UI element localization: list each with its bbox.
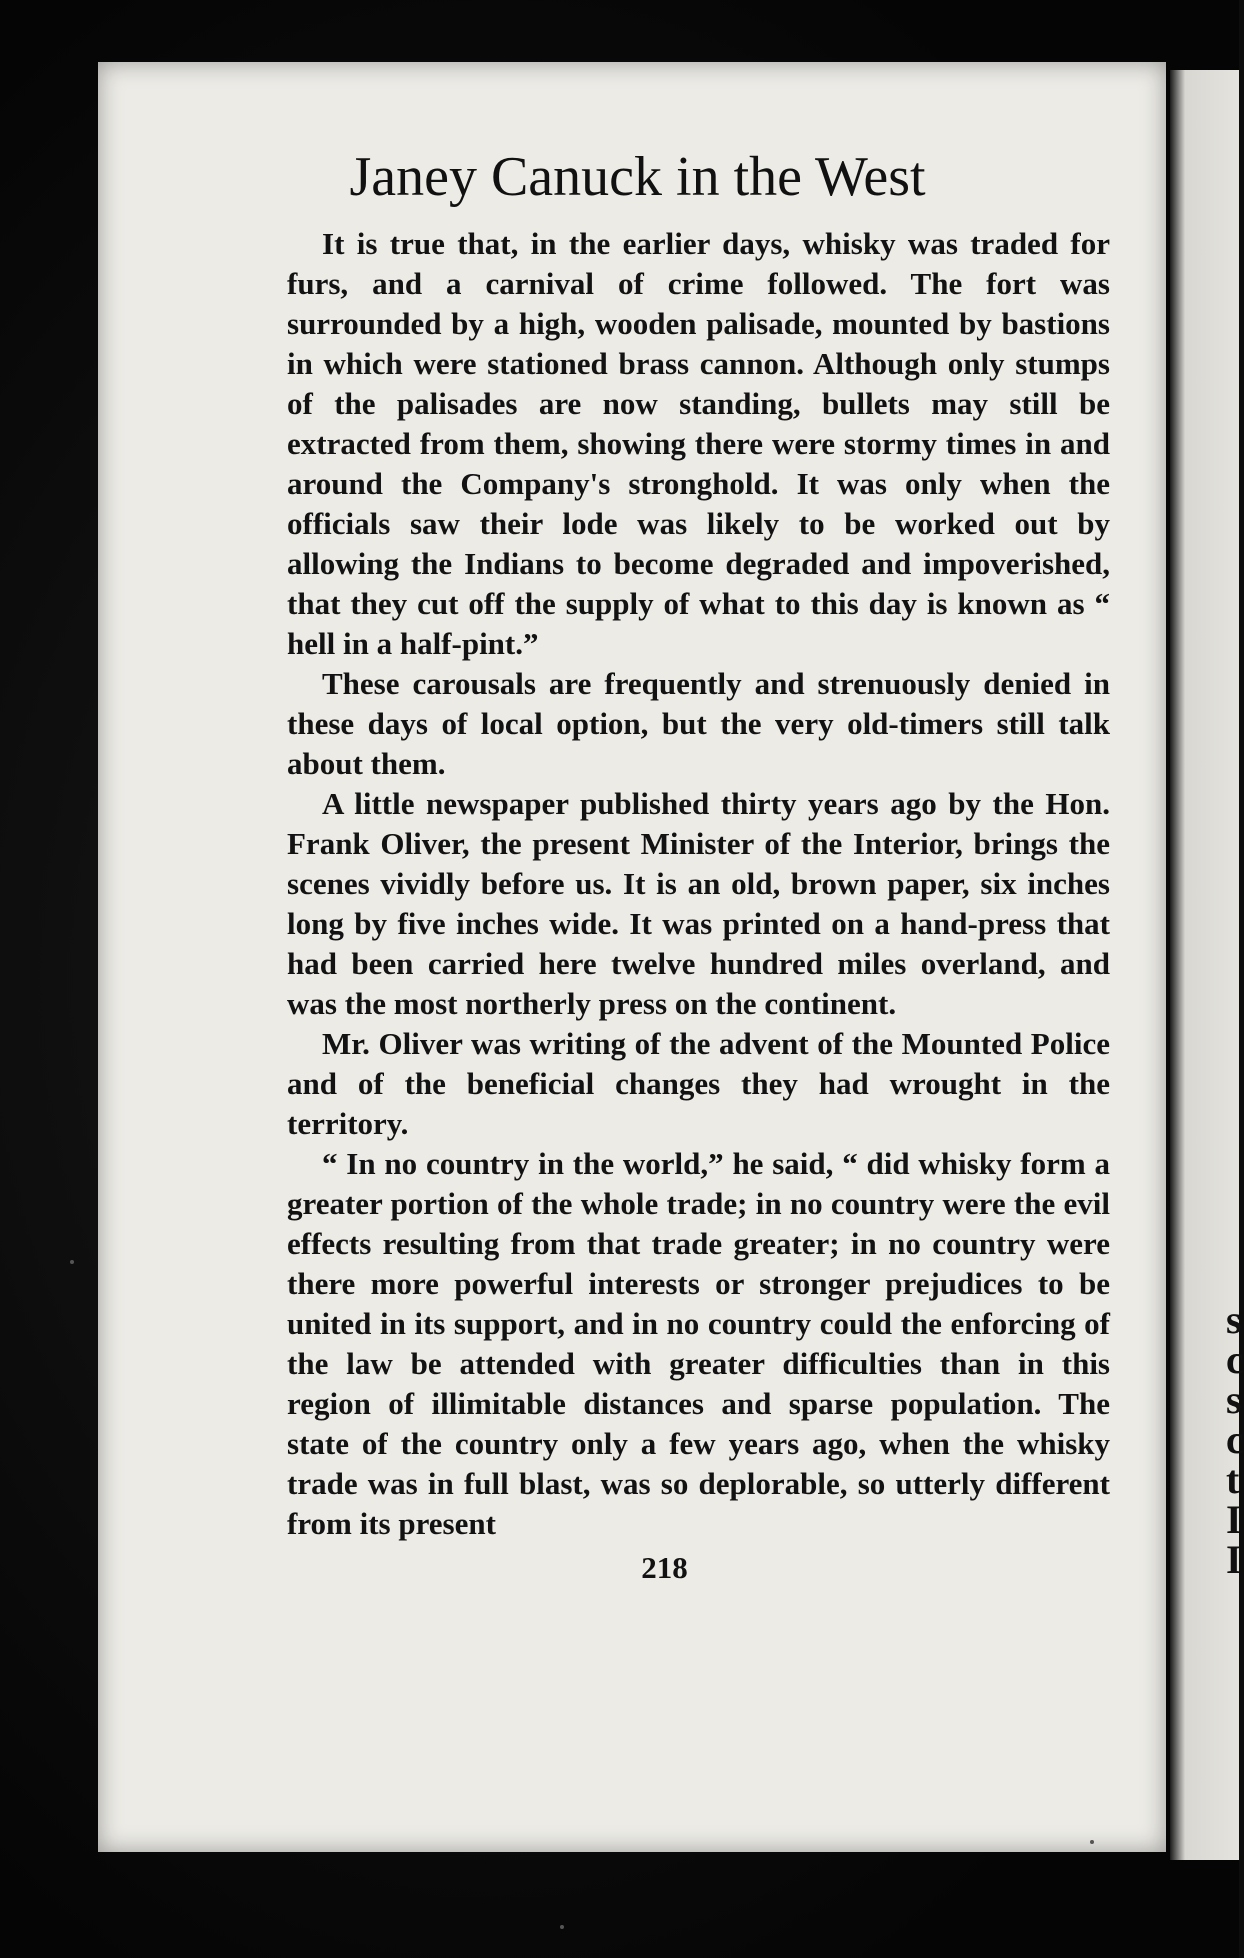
scan-speck — [70, 1260, 74, 1264]
page-number: 218 — [641, 1550, 688, 1585]
running-head: Janey Canuck in the West — [349, 146, 926, 208]
paragraph-5: “ In no country in the world,” he said, “ did whisky form a greater portion of the whole trade; in no country were the evil effects resulting from that trade greater; in no country were there more powerful interests or stronger prejudices to be united in its support, and in no country could the enforcing of the law be attended with greater difficulties than in this region of illimitable distances and sparse population. The state of the country only a few years ago, when the whisky trade was in full blast, was so deplorable, so utterly different from its present — [287, 1146, 1110, 1541]
scan-speck — [560, 1925, 564, 1929]
paragraph-1: It is true that, in the earlier days, whisky was traded for furs, and a carnival of crime followed. The fort was surrounded by a high, wooden palisade, mounted by bastions in which were stationed brass cannon. Although only stumps of the palisades are now standing, bullets may still be extracted from them, showing there were stormy times in and around the Company's stronghold. It was only when the officials saw their lode was likely to be worked out by allowing the Indians to become degraded and impoverished, that they cut off the supply of what to this day is known as “ hell in a half-pint.” — [287, 226, 1110, 661]
paragraph-3: A little newspaper published thirty years ago by the Hon. Frank Oliver, the present Minister of the Interior, brings the scenes vividly before us. It is an old, brown paper, six inches long by five inches wide. It was printed on a hand-press that had been carried here twelve hundred miles overland, and was the most northerly press on the continent. — [287, 786, 1110, 1021]
scan-speck — [1090, 1840, 1094, 1844]
paragraph-2: These carousals are frequently and strenuously denied in these days of local option, but the very old-timers still talk about them. — [287, 666, 1110, 781]
facing-page-letters: s c s c t I I — [1226, 1297, 1244, 1582]
paragraph-4: Mr. Oliver was writing of the advent of the Mounted Police and of the beneficial changes they had wrought in the territory. — [287, 1026, 1110, 1141]
